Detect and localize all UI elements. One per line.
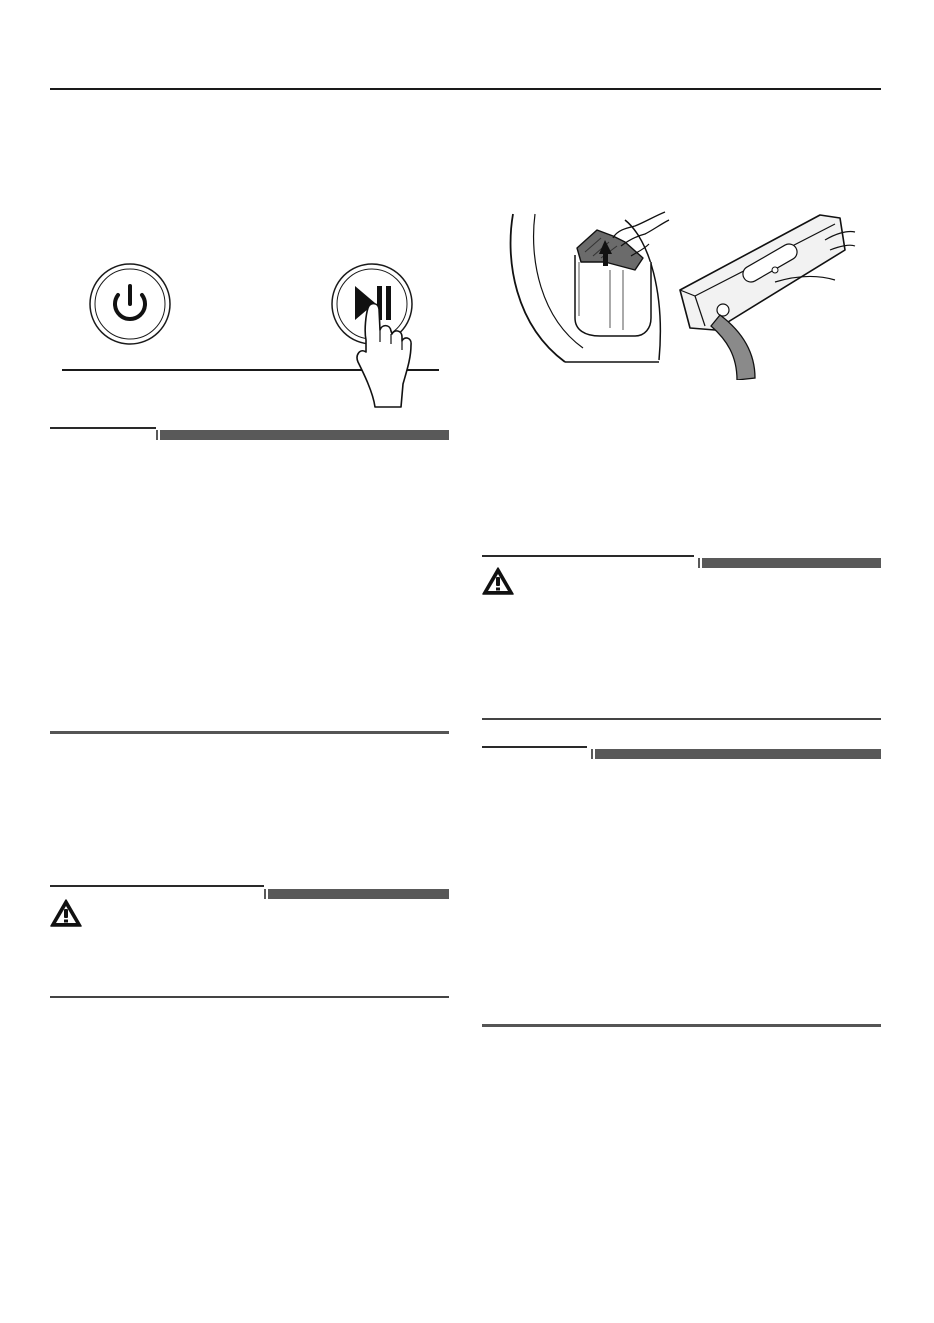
warning-bar-right (702, 558, 881, 568)
section-heading-bar-right (595, 749, 881, 759)
section-divider-left (50, 731, 449, 734)
section-end-rule-right (482, 1024, 881, 1027)
power-icon (90, 264, 170, 344)
section-rule-left-1 (50, 427, 156, 429)
warning-rule-right (482, 555, 694, 557)
warning-end-rule-right (482, 718, 881, 720)
warning-bar-left (268, 889, 449, 899)
warning-triangle-icon (50, 899, 82, 927)
warning-end-rule-left (50, 996, 449, 998)
section-rule-right (482, 746, 587, 748)
header-rule (50, 88, 881, 90)
warning-triangle-icon-right (482, 567, 514, 595)
drain-filter-removal-illustration (505, 200, 860, 380)
warning-rule-left (50, 885, 264, 887)
control-panel-figure (55, 262, 445, 410)
section-heading-bar-left-1 (160, 430, 449, 440)
